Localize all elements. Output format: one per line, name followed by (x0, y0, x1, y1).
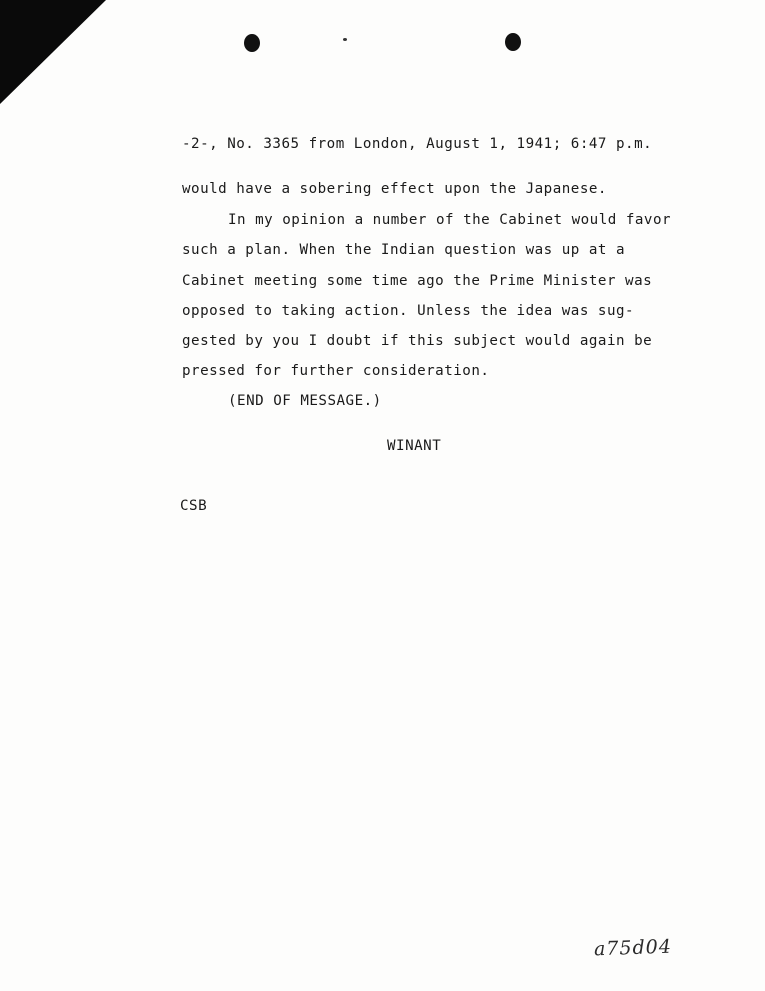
ink-speck (343, 38, 347, 41)
end-of-message: (END OF MESSAGE.) (228, 393, 382, 409)
body-line-6: gested by you I doubt if this subject would again be (182, 333, 653, 349)
body-line-5: opposed to taking action. Unless the idea was sug- (182, 303, 635, 319)
folded-corner-shadow (0, 0, 110, 110)
typist-initials: CSB (180, 498, 208, 514)
punch-hole-right (505, 33, 521, 51)
document-header: -2-, No. 3365 from London, August 1, 1941; 6:47 p.m. (182, 136, 653, 152)
signature: WINANT (387, 438, 442, 454)
handwritten-document-id: a75d04 (593, 935, 673, 961)
body-line-7: pressed for further consideration. (182, 363, 490, 379)
punch-hole-left (244, 34, 260, 52)
body-line-4: Cabinet meeting some time ago the Prime Minister was (182, 273, 653, 289)
body-line-1: would have a sobering effect upon the Japanese. (182, 181, 607, 197)
body-line-2: In my opinion a number of the Cabinet would favor (228, 212, 672, 228)
body-line-3: such a plan. When the Indian question was up at a (182, 242, 626, 258)
